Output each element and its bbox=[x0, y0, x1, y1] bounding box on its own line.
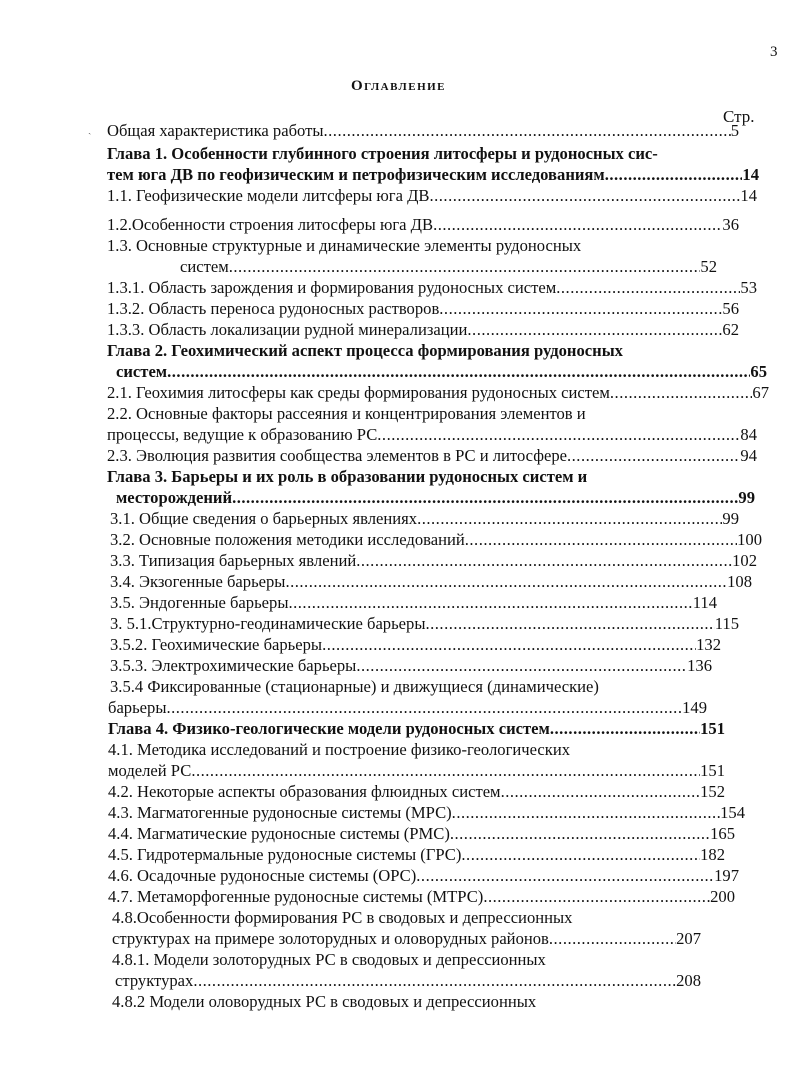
dot-leader bbox=[501, 781, 701, 802]
toc-entry-title: 4.8.Особенности формирования РС в сводовых и депрессионных bbox=[112, 908, 573, 927]
toc-entry-title: Глава 4. Физико-геологические модели рудоносных систем bbox=[108, 719, 550, 738]
toc-entry bbox=[115, 970, 701, 991]
toc-entry-title: 3.5.4 Фиксированные (стационарные) и движущиеся (динамические) bbox=[110, 677, 599, 696]
toc-entry-title: структурах bbox=[115, 971, 194, 990]
toc-entry bbox=[107, 235, 581, 256]
toc-entry-page: 5 bbox=[730, 121, 739, 140]
dot-leader bbox=[461, 844, 700, 865]
toc-entry-page: 152 bbox=[700, 782, 725, 801]
dot-leader bbox=[465, 529, 737, 550]
toc-entry-title: 4.8.2 Модели оловорудных РС в сводовых и депрессионных bbox=[112, 992, 537, 1011]
toc-entry bbox=[110, 550, 757, 571]
toc-entry bbox=[107, 445, 757, 466]
dot-leader bbox=[429, 185, 740, 206]
toc-entry-title: 1.3.1. Область зарождения и формирования рудоносных систем bbox=[107, 278, 557, 297]
toc-entry-page: 14 bbox=[742, 165, 759, 184]
toc-entry-title: 2.3. Эволюция развития сообщества элементов в РС и литосфере bbox=[107, 446, 567, 465]
toc-entry-page: 136 bbox=[687, 656, 712, 675]
toc-entry-title: 3.5. Эндогенные барьеры bbox=[110, 593, 289, 612]
toc-entry bbox=[110, 508, 739, 529]
toc-entry-page: 197 bbox=[714, 866, 739, 885]
toc-entry bbox=[108, 760, 725, 781]
toc-entry-title: 1.1. Геофизические модели литсферы юга ДВ bbox=[107, 186, 430, 205]
toc-entry bbox=[108, 844, 725, 865]
dot-leader bbox=[450, 823, 710, 844]
toc-chapter-entry bbox=[107, 340, 623, 361]
toc-entry bbox=[107, 319, 739, 340]
toc-entry-page: 200 bbox=[710, 887, 735, 906]
toc-entry-title: 3.3. Типизация барьерных явлений bbox=[110, 551, 357, 570]
toc-entry bbox=[108, 781, 725, 802]
toc-entry-page: 94 bbox=[740, 446, 757, 465]
dot-leader bbox=[605, 164, 743, 185]
toc-entry-title: 4.5. Гидротермальные рудоносные системы (ГРС) bbox=[108, 845, 462, 864]
toc-entry bbox=[108, 865, 739, 886]
toc-entry-title: Глава 3. Барьеры и их роль в образовании рудоносных систем и bbox=[107, 467, 588, 486]
toc-entry-title: 1.3. Основные структурные и динамические элементы рудоносных bbox=[107, 236, 582, 255]
toc-entry bbox=[112, 928, 701, 949]
toc-entry bbox=[110, 634, 721, 655]
toc-entry-title: 1.2.Особенности строения литосферы юга ДВ bbox=[107, 215, 434, 234]
toc-chapter-entry bbox=[116, 487, 755, 508]
toc-entry-title: 1.3.3. Область локализации рудной минерализации bbox=[107, 320, 468, 339]
dot-leader bbox=[467, 319, 722, 340]
dot-leader bbox=[229, 256, 701, 277]
toc-entry bbox=[110, 571, 752, 592]
toc-entry-page: 53 bbox=[740, 278, 757, 297]
toc-entry-page: 52 bbox=[700, 257, 717, 276]
toc-entry-title: Глава 1. Особенности глубинного строения литосферы и рудоносных сис- bbox=[107, 144, 658, 163]
toc-entry-title: процессы, ведущие к образованию РС bbox=[107, 425, 378, 444]
dot-leader bbox=[417, 508, 722, 529]
dot-leader bbox=[425, 613, 714, 634]
toc-entry-title: 4.8.1. Модели золоторудных РС в сводовых и депрессионных bbox=[112, 950, 546, 969]
toc-entry-page: 149 bbox=[682, 698, 707, 717]
toc-entry-page: 62 bbox=[722, 320, 739, 339]
toc-entry bbox=[112, 949, 546, 970]
toc-entry-page: 67 bbox=[752, 383, 769, 402]
toc-entry bbox=[107, 298, 739, 319]
toc-entry-page: 151 bbox=[700, 719, 725, 738]
dot-leader bbox=[452, 802, 720, 823]
dot-leader bbox=[288, 592, 692, 613]
toc-entry bbox=[108, 802, 745, 823]
toc-entry bbox=[108, 739, 570, 760]
toc-entry-title: 4.1. Методика исследований и построение физико-геологических bbox=[108, 740, 570, 759]
toc-entry-title: 2.1. Геохимия литосферы как среды формирования рудоносных систем bbox=[107, 383, 610, 402]
toc-entry bbox=[110, 592, 717, 613]
toc-entry-title: 3.2. Основные положения методики исследований bbox=[110, 530, 465, 549]
scan-mark: ˏ bbox=[88, 124, 92, 135]
toc-entry bbox=[110, 613, 739, 634]
dot-leader bbox=[322, 634, 696, 655]
toc-entry-title: 4.4. Магматические рудоносные системы (РМС) bbox=[108, 824, 450, 843]
toc-entry-page: 14 bbox=[740, 186, 757, 205]
dot-leader bbox=[549, 928, 676, 949]
dot-leader bbox=[567, 445, 740, 466]
toc-entry bbox=[107, 185, 757, 206]
toc-entry-title: 1.3.2. Область переноса рудоносных растворов bbox=[107, 299, 440, 318]
dot-leader bbox=[610, 382, 753, 403]
page-column-label: Стр. bbox=[723, 107, 755, 126]
toc-entry-page: 114 bbox=[692, 593, 717, 612]
dot-leader bbox=[356, 655, 687, 676]
dot-leader bbox=[483, 886, 710, 907]
dot-leader bbox=[232, 487, 738, 508]
toc-entry-page: 100 bbox=[737, 530, 762, 549]
toc-entry bbox=[107, 214, 739, 235]
toc-entry-title: тем юга ДВ по геофизическим и петрофизическим исследованиям bbox=[107, 165, 605, 184]
toc-entry bbox=[110, 655, 712, 676]
dot-leader bbox=[191, 760, 700, 781]
toc-entry-page: 99 bbox=[738, 488, 755, 507]
toc-entry bbox=[107, 120, 739, 141]
toc-entry bbox=[107, 403, 586, 424]
dot-leader bbox=[167, 361, 750, 382]
toc-entry-page: 84 bbox=[740, 425, 757, 444]
toc-entry-page: 36 bbox=[722, 215, 739, 234]
toc-entry-page: 208 bbox=[676, 971, 701, 990]
toc-entry bbox=[107, 424, 757, 445]
toc-entry-page: 154 bbox=[720, 803, 745, 822]
toc-entry bbox=[107, 277, 757, 298]
dot-leader bbox=[550, 718, 700, 739]
dot-leader bbox=[356, 550, 732, 571]
toc-entry bbox=[180, 256, 717, 277]
toc-entry bbox=[108, 823, 735, 844]
toc-entry-page: 65 bbox=[750, 362, 767, 381]
toc-entry-title: 3. 5.1.Структурно-геодинамические барьеры bbox=[110, 614, 426, 633]
toc-entry bbox=[112, 907, 572, 928]
dot-leader bbox=[166, 697, 682, 718]
toc-entry-title: 2.2. Основные факторы рассеяния и концентрирования элементов и bbox=[107, 404, 586, 423]
toc-entry bbox=[107, 382, 769, 403]
toc-entry-title: Глава 2. Геохимический аспект процесса формирования рудоносных bbox=[107, 341, 623, 360]
toc-entry bbox=[108, 886, 735, 907]
dot-leader bbox=[193, 970, 676, 991]
dot-leader bbox=[377, 424, 740, 445]
toc-entry-title: 4.3. Магматогенные рудоносные системы (МРС) bbox=[108, 803, 452, 822]
toc-entry-page: 132 bbox=[696, 635, 721, 654]
toc-entry-title: 3.4. Экзогенные барьеры bbox=[110, 572, 286, 591]
toc-entry-title: 4.7. Метаморфогенные рудоносные системы (МТРС) bbox=[108, 887, 484, 906]
toc-entry-page: 182 bbox=[700, 845, 725, 864]
dot-leader bbox=[433, 214, 722, 235]
toc-entry-page: 165 bbox=[710, 824, 735, 843]
toc-chapter-entry bbox=[116, 361, 767, 382]
toc-entry-page: 151 bbox=[700, 761, 725, 780]
dot-leader bbox=[556, 277, 740, 298]
toc-entry-page: 115 bbox=[714, 614, 739, 633]
toc-entry-title: месторождений bbox=[116, 488, 233, 507]
toc-entry-title: барьеры bbox=[108, 698, 167, 717]
toc-entry-page: 108 bbox=[727, 572, 752, 591]
toc-entry bbox=[108, 697, 707, 718]
toc-entry bbox=[112, 991, 536, 1012]
dot-leader bbox=[285, 571, 727, 592]
toc-entry-title: систем bbox=[180, 257, 229, 276]
toc-entry-title: 3.1. Общие сведения о барьерных явлениях bbox=[110, 509, 418, 528]
toc-entry-title: моделей РС bbox=[108, 761, 192, 780]
toc-entry-title: 4.6. Осадочные рудоносные системы (ОРС) bbox=[108, 866, 417, 885]
toc-entry bbox=[110, 529, 762, 550]
toc-entry-title: 3.5.3. Электрохимические барьеры bbox=[110, 656, 357, 675]
toc-entry-title: 3.5.2. Геохимические барьеры bbox=[110, 635, 323, 654]
toc-entry-title: 4.2. Некоторые аспекты образования флюидных систем bbox=[108, 782, 501, 801]
toc-entry bbox=[110, 676, 599, 697]
toc-chapter-entry bbox=[107, 143, 658, 164]
toc-entry-page: 207 bbox=[676, 929, 701, 948]
toc-chapter-entry bbox=[107, 466, 587, 487]
dot-leader bbox=[324, 120, 731, 141]
dot-leader bbox=[416, 865, 714, 886]
toc-entry-title: Общая характеристика работы bbox=[107, 121, 324, 140]
toc-entry-page: 99 bbox=[722, 509, 739, 528]
toc-entry-page: 56 bbox=[722, 299, 739, 318]
page-title: Оглавление bbox=[350, 78, 447, 94]
toc-entry-page: 102 bbox=[732, 551, 757, 570]
toc-chapter-entry bbox=[107, 164, 759, 185]
dot-leader bbox=[439, 298, 722, 319]
toc-chapter-entry bbox=[108, 718, 725, 739]
toc-entry-title: систем bbox=[116, 362, 168, 381]
toc-entry-title: структурах на примере золоторудных и оловорудных районов bbox=[112, 929, 549, 948]
page-number: 3 bbox=[770, 44, 778, 60]
